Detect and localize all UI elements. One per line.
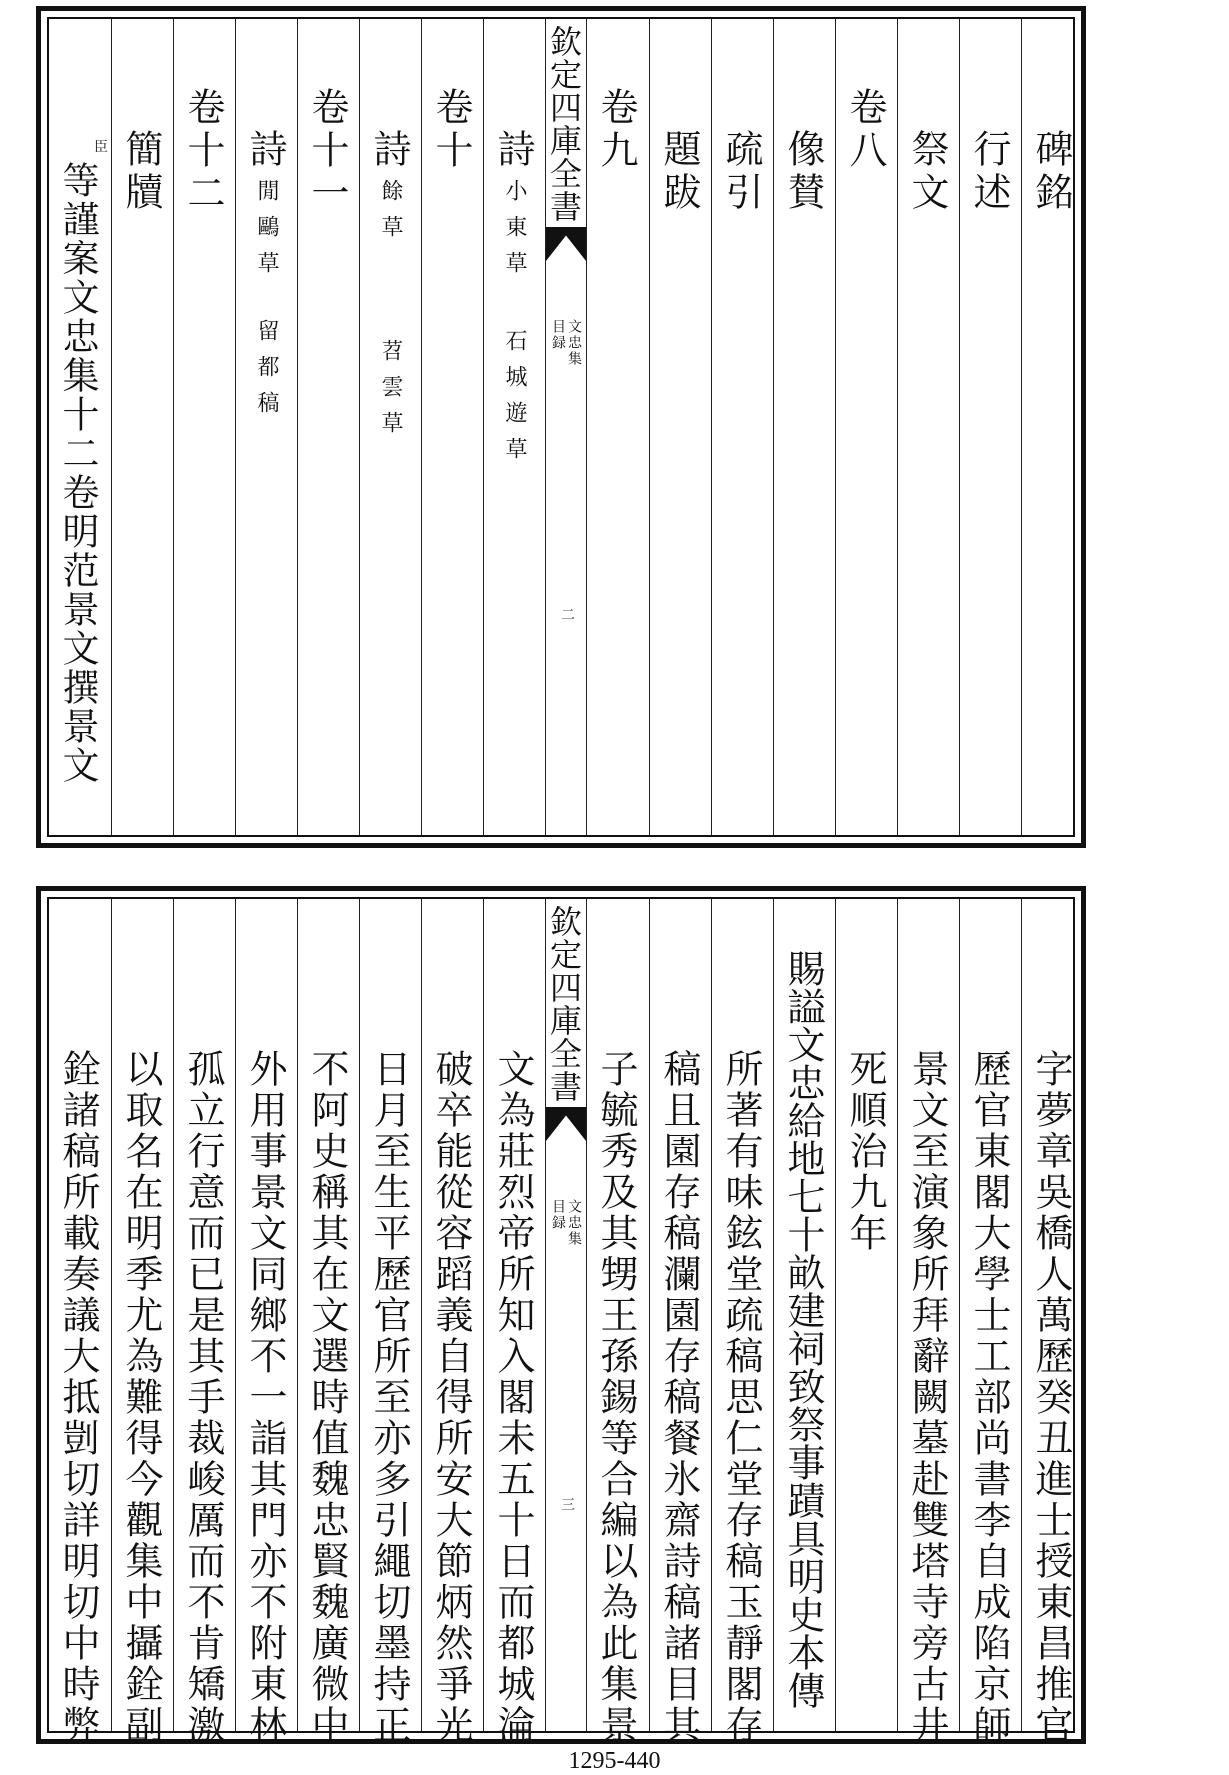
column-7 <box>649 19 711 835</box>
volume-item: 碑銘 <box>1029 129 1073 215</box>
fold-column <box>545 899 587 1731</box>
volume-subitem: 閒鷗草 <box>254 179 279 287</box>
column-12 <box>297 19 359 835</box>
column-3 <box>897 19 959 835</box>
text-column-3 <box>897 899 959 1746</box>
text-column-5 <box>773 899 835 1731</box>
abstract-text-line: 外用事景文同鄉不一詣其門亦不附東林 <box>243 1049 287 1746</box>
column-15 <box>111 19 173 835</box>
text-column-15 <box>111 899 173 1746</box>
column-6 <box>711 19 773 835</box>
volume-heading: 卷九 <box>594 87 638 173</box>
column-13 <box>235 19 297 835</box>
upper-page-frame <box>47 17 1075 837</box>
lower-page-frame <box>47 897 1075 1746</box>
fishtail-mark <box>546 1107 586 1141</box>
column-8 <box>587 19 649 835</box>
leaf-number: 二 <box>559 607 575 623</box>
volume-item: 詩 <box>491 129 535 172</box>
volume-subitem: 餘草 <box>378 179 403 251</box>
column-11 <box>359 19 421 835</box>
abstract-text-line: 孤立行意而已是其手裁峻厲而不肯矯激 <box>181 1049 225 1746</box>
column-10 <box>421 19 483 835</box>
text-column-6 <box>711 899 773 1746</box>
fold-side-note: 目録 <box>550 1199 566 1231</box>
volume-item: 像賛 <box>781 129 825 215</box>
leaf-number: 三 <box>559 1497 575 1513</box>
upper-page <box>36 6 1086 848</box>
volume-item: 詩 <box>367 129 411 172</box>
abstract-text-line: 日月至生平歷官所至亦多引繩切墨持正 <box>367 1049 411 1746</box>
text-column-13 <box>235 899 297 1746</box>
text-column-9 <box>483 899 545 1746</box>
abstract-text-line: 歷官東閣大學士工部尚書李自成陷京師 <box>967 1049 1011 1746</box>
text-column-14 <box>173 899 235 1746</box>
book-title-header: 欽定四庫全書 <box>545 905 583 1103</box>
volume-item: 祭文 <box>905 129 949 215</box>
text-column-1 <box>1021 899 1081 1746</box>
minister-mark: 臣 <box>92 139 108 155</box>
volume-subitem: 留都稿 <box>254 319 279 427</box>
lower-page <box>36 886 1086 1744</box>
book-title-header: 欽定四庫全書 <box>545 25 583 223</box>
text-column-4 <box>835 899 897 1731</box>
column-5 <box>773 19 835 835</box>
volume-item: 疏引 <box>719 129 763 215</box>
column-4 <box>835 19 897 835</box>
fold-side-note: 文忠集 <box>566 319 582 367</box>
volume-subitem: 苕雲草 <box>378 339 403 447</box>
abstract-text-line: 文為莊烈帝所知入閣未五十日而都城淪 <box>491 1049 535 1746</box>
abstract-text-line: 字夢章吳橋人萬歷癸丑進士授東昌推官 <box>1029 1049 1073 1746</box>
volume-subitem: 小東草 <box>502 179 527 287</box>
text-column-12 <box>297 899 359 1746</box>
column-9 <box>483 19 545 835</box>
text-column-8 <box>587 899 649 1746</box>
volume-heading: 卷十 <box>429 87 473 173</box>
abstract-text-line: 破卒能從容蹈義自得所安大節炳然爭光 <box>429 1049 473 1746</box>
volume-subitem: 石城遊草 <box>502 329 527 473</box>
fold-column <box>545 19 587 835</box>
abstract-text-line: 以取名在明季尤為難得今觀集中攝銓副 <box>119 1049 163 1746</box>
text-column-16 <box>49 899 111 1746</box>
volume-item: 題跋 <box>657 129 701 215</box>
volume-heading: 卷八 <box>843 87 887 173</box>
abstract-text-line: 所著有味鉉堂疏稿思仁堂存稿玉靜閣存 <box>719 1049 763 1746</box>
text-column-7 <box>649 899 711 1746</box>
volume-item: 詩 <box>243 129 287 172</box>
abstract-text-line: 稿且園存稿瀾園存稿餐氷齋詩稿諸目其 <box>657 1049 701 1746</box>
abstract-text-line: 不阿史稱其在文選時值魏忠賢魏廣微中 <box>305 1049 349 1746</box>
column-16 <box>49 19 111 835</box>
volume-item: 行述 <box>967 129 1011 215</box>
abstract-text-line: 賜謚文忠給地七十畝建祠致祭事蹟具明史本傳 <box>781 949 825 1709</box>
column-1 <box>1021 19 1081 835</box>
volume-heading: 卷十二 <box>181 87 225 216</box>
column-14 <box>173 19 235 835</box>
abstract-text-line: 景文至演象所拜辭闕墓赴雙塔寺旁古井 <box>905 1049 949 1746</box>
abstract-text-line: 死順治九年 <box>843 1049 887 1254</box>
text-column-2 <box>959 899 1021 1746</box>
abstract-text-line: 子毓秀及其甥王孫錫等合編以為此集景 <box>594 1049 638 1746</box>
abstract-text-line: 銓諸稿所載奏議大抵剴切詳明切中時弊 <box>56 1049 100 1746</box>
fishtail-mark <box>546 227 586 261</box>
text-column-11 <box>359 899 421 1746</box>
fold-side-note: 目録 <box>550 319 566 351</box>
volume-heading: 卷十一 <box>305 87 349 216</box>
volume-item: 簡牘 <box>119 129 163 215</box>
column-2 <box>959 19 1021 835</box>
page-number: 1295-440 <box>568 1748 661 1774</box>
fold-side-note: 文忠集 <box>566 1199 582 1247</box>
text-column-10 <box>421 899 483 1746</box>
abstract-opening-text: 等謹案文忠集十二卷明范景文撰景文 <box>56 161 99 785</box>
